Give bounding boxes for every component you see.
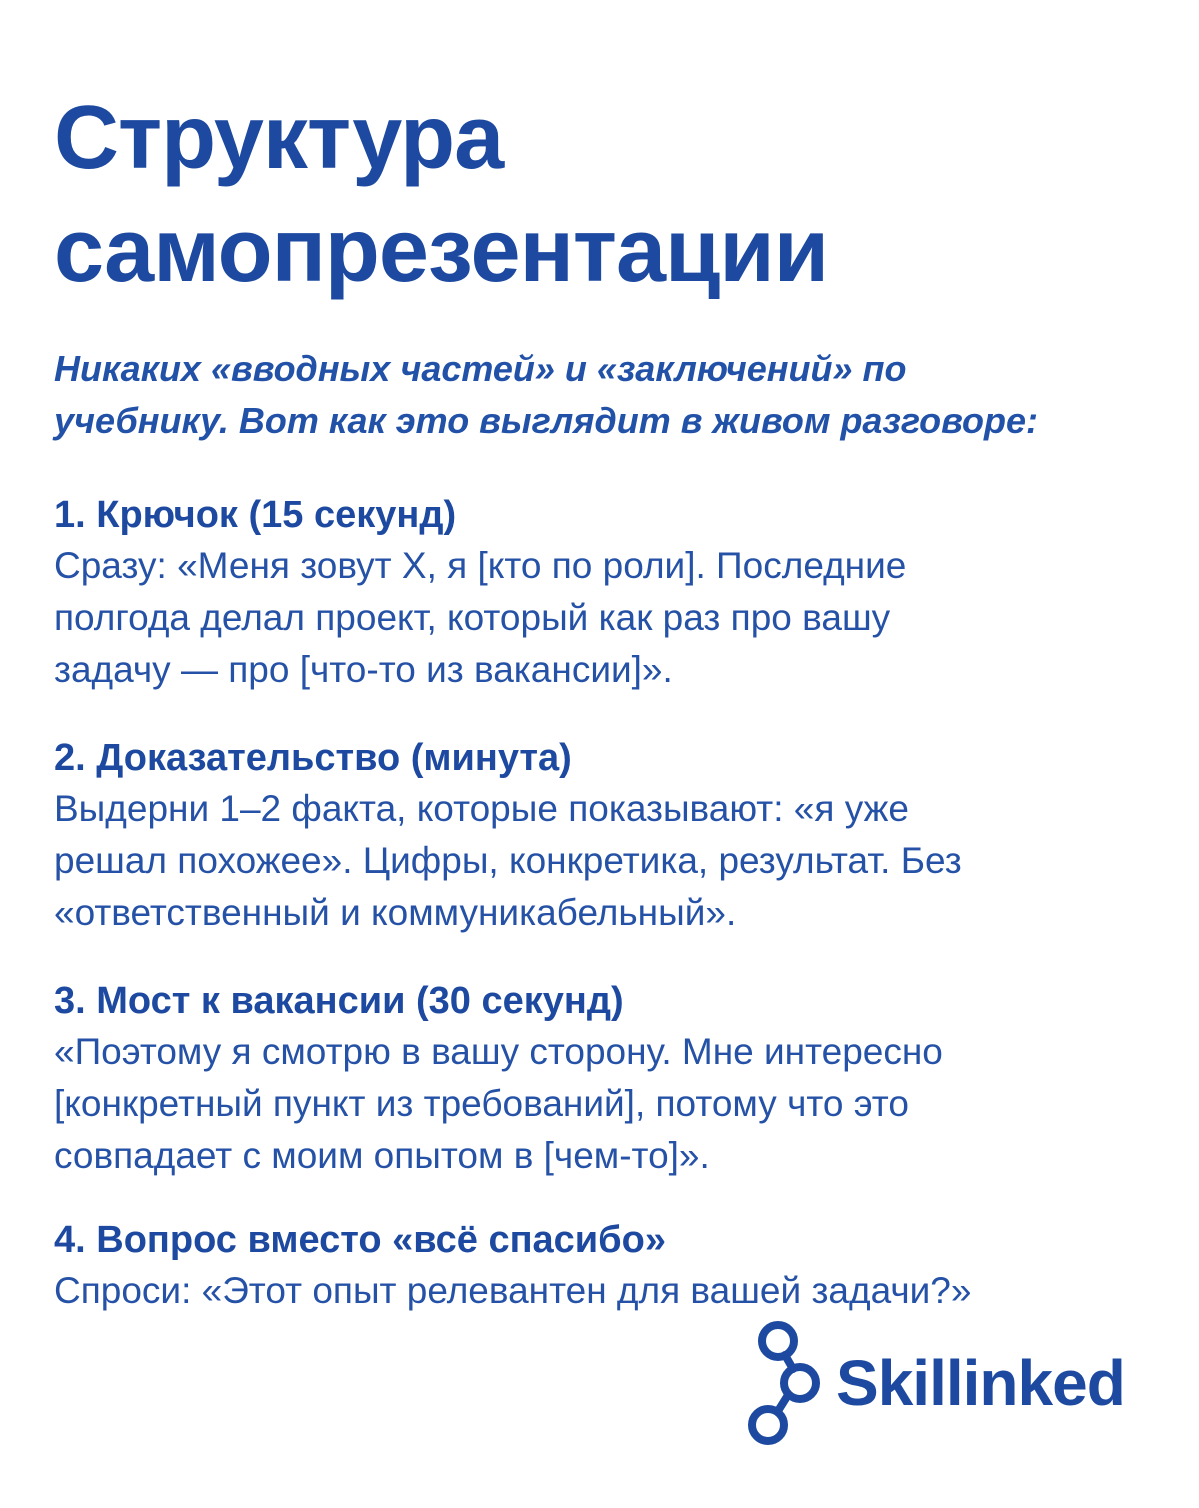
section-question bbox=[54, 1215, 1164, 1317]
section-bridge bbox=[54, 976, 1164, 1182]
section-body bbox=[54, 783, 1164, 939]
section-body-line: совпадает с моим опытом в [чем-то]». bbox=[54, 1135, 710, 1176]
section-body bbox=[54, 540, 1164, 696]
skillinked-logo-icon bbox=[748, 1313, 826, 1453]
section-body-line: Спроси: «Этот опыт релевантен для вашей задачи?» bbox=[54, 1270, 972, 1311]
page-title bbox=[54, 82, 1154, 308]
section-body-line: Выдерни 1–2 факта, которые показывают: «я уже bbox=[54, 788, 909, 829]
section-hook bbox=[54, 490, 1164, 696]
section-body-line: задачу — про [что-то из вакансии]». bbox=[54, 649, 673, 690]
subtitle-line-2: учебнику. Вот как это выглядит в живом разговоре: bbox=[54, 400, 1038, 441]
subtitle-line-1: Никаких «вводных частей» и «заключений» по bbox=[54, 348, 907, 389]
section-heading: 1. Крючок (15 секунд) bbox=[54, 494, 457, 536]
section-heading: 4. Вопрос вместо «всё спасибо» bbox=[54, 1219, 666, 1261]
section-heading: 2. Доказательство (минута) bbox=[54, 737, 572, 779]
section-body-line: решал похожее». Цифры, конкретика, результат. Без bbox=[54, 840, 962, 881]
section-proof bbox=[54, 733, 1164, 939]
section-body-line: Сразу: «Меня зовут X, я [кто по роли]. Последние bbox=[54, 545, 907, 586]
title-line-2: самопрезентации bbox=[54, 201, 829, 301]
section-heading: 3. Мост к вакансии (30 секунд) bbox=[54, 980, 624, 1022]
brand-name: Skillinked bbox=[836, 1347, 1125, 1419]
section-body-line: [конкретный пункт из требований], потому что это bbox=[54, 1083, 909, 1124]
section-body-line: «Поэтому я смотрю в вашу сторону. Мне интересно bbox=[54, 1031, 943, 1072]
section-body-line: «ответственный и коммуникабельный». bbox=[54, 892, 737, 933]
section-body bbox=[54, 1026, 1164, 1182]
subtitle bbox=[54, 343, 1154, 447]
brand-logo bbox=[748, 1308, 1125, 1458]
title-line-1: Структура bbox=[54, 88, 504, 188]
section-body-line: полгода делал проект, который как раз про вашу bbox=[54, 597, 891, 638]
